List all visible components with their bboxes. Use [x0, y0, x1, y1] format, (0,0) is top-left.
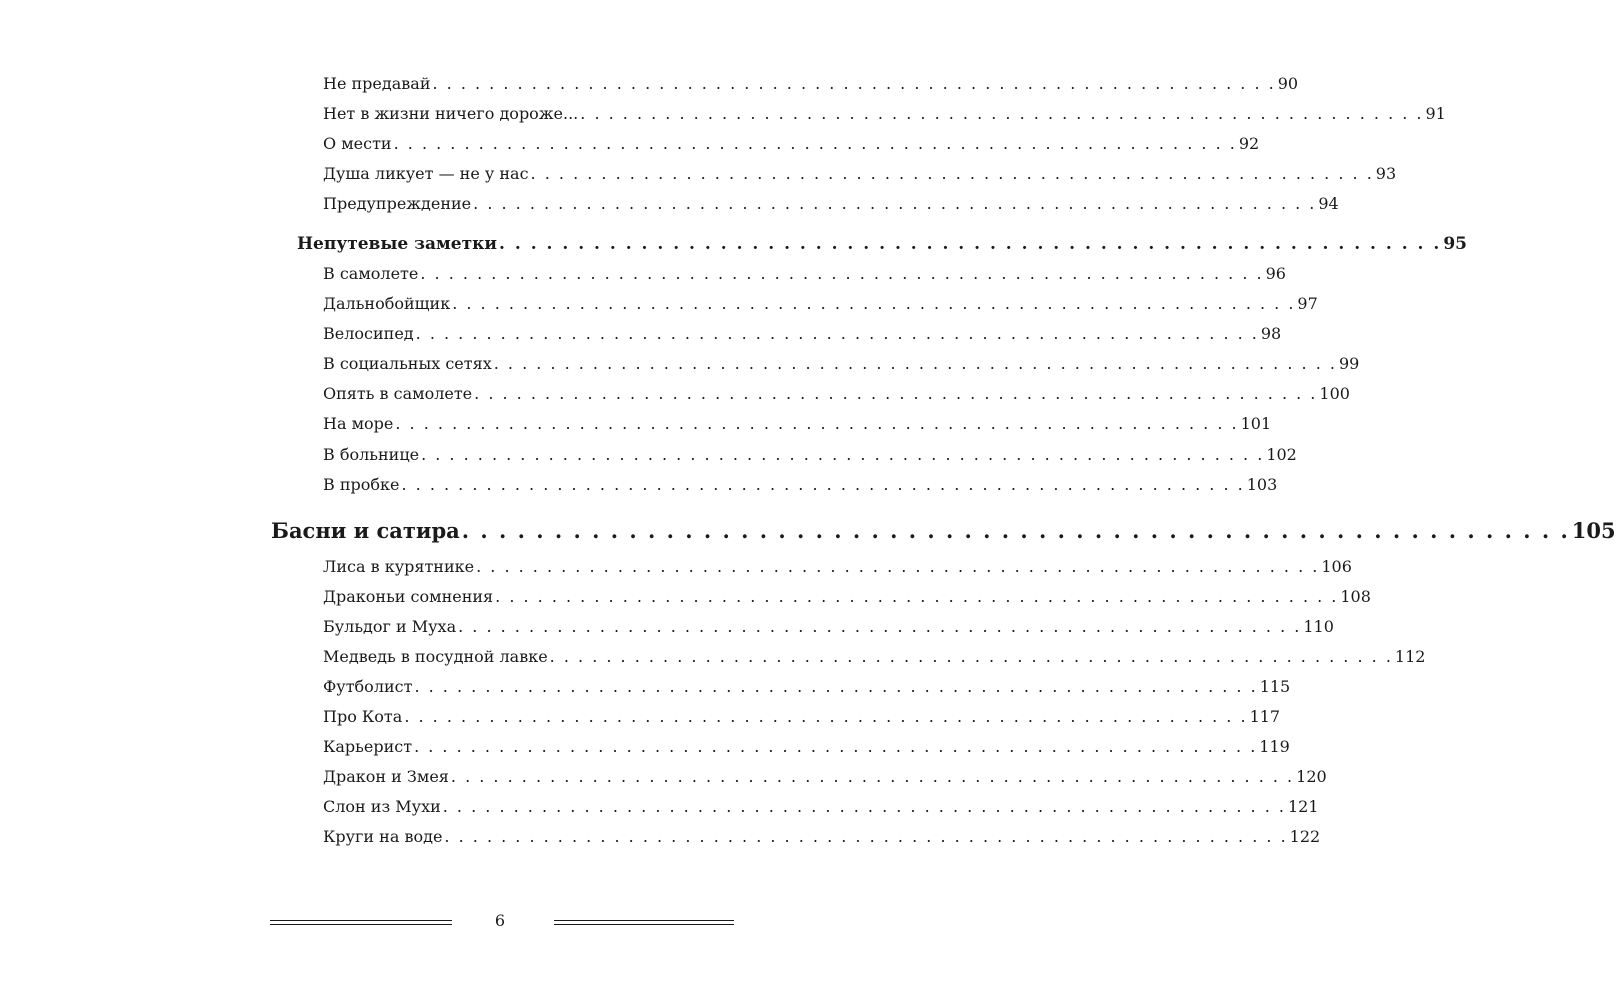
- dot-leader: . . . . . . . . . . . . . . . . . . . . . . . . . . . . . . . . . . . . . . . . . . . . . . . . . . . . . . . . . . . .: [395, 414, 1239, 433]
- toc-entry-page: 93: [1375, 164, 1397, 183]
- dot-leader: . . . . . . . . . . . . . . . . . . . . . . . . . . . . . . . . . . . . . . . . . . . . . . . . . . . . . . . . . . . .: [461, 518, 1570, 543]
- toc-entry: [323, 827, 1321, 848]
- toc-entry: [323, 707, 1281, 728]
- toc-entry: [323, 264, 1286, 285]
- toc-entry-page: 99: [1338, 354, 1360, 373]
- toc-entry: [323, 294, 1318, 315]
- toc-entry-page: 95: [1443, 234, 1467, 254]
- dot-leader: . . . . . . . . . . . . . . . . . . . . . . . . . . . . . . . . . . . . . . . . . . . . . . . . . . . . . . . . . . . .: [444, 827, 1288, 846]
- toc-entry-title: Драконьи сомнения: [323, 587, 494, 606]
- toc-entry-title: В самолете: [323, 264, 419, 283]
- dot-leader: . . . . . . . . . . . . . . . . . . . . . . . . . . . . . . . . . . . . . . . . . . . . . . . . . . . . . . . . . . . .: [450, 767, 1295, 786]
- toc-entry-page: 92: [1238, 134, 1260, 153]
- toc-entry-title: Футболист: [323, 677, 413, 696]
- toc-entry: [323, 384, 1350, 405]
- toc-entry-page: 119: [1259, 737, 1290, 756]
- toc-entry: [323, 737, 1290, 758]
- toc-entry-title: Медведь в посудной лавке: [323, 647, 548, 666]
- toc-entry: [323, 445, 1297, 466]
- toc-entry-title: Лиса в курятнике: [323, 557, 475, 576]
- toc-entry-title: Круги на воде: [323, 827, 443, 846]
- toc-entry-page: 91: [1425, 104, 1446, 123]
- dot-leader: . . . . . . . . . . . . . . . . . . . . . . . . . . . . . . . . . . . . . . . . . . . . . . . . . . . . . . . . . . . .: [404, 707, 1248, 726]
- toc-entry-title: В пробке: [323, 475, 400, 494]
- toc-entry: [323, 557, 1352, 578]
- toc-entry-title: Про Кота: [323, 707, 403, 726]
- dot-leader: . . . . . . . . . . . . . . . . . . . . . . . . . . . . . . . . . . . . . . . . . . . . . . . . . . . . . . . . . . . .: [530, 164, 1374, 183]
- toc-section-heading: [297, 234, 1467, 256]
- dot-leader: . . . . . . . . . . . . . . . . . . . . . . . . . . . . . . . . . . . . . . . . . . . . . . . . . . . . . . . . . . . .: [442, 797, 1286, 816]
- toc-entry: [323, 164, 1397, 185]
- toc-entry-page: 98: [1260, 324, 1282, 343]
- toc-entry-page: 101: [1240, 414, 1272, 433]
- dot-leader: . . . . . . . . . . . . . . . . . . . . . . . . . . . . . . . . . . . . . . . . . . . . . . . . . . . . . . . . . . . .: [495, 587, 1339, 606]
- page-number: 6: [494, 911, 506, 930]
- toc-entry: [323, 354, 1360, 375]
- toc-entry-page: 121: [1287, 797, 1319, 816]
- toc-entry-page: 102: [1266, 445, 1297, 464]
- toc-entry-page: 96: [1265, 264, 1286, 283]
- dot-leader: . . . . . . . . . . . . . . . . . . . . . . . . . . . . . . . . . . . . . . . . . . . . . . . . . . . . . . . . . . . .: [421, 445, 1265, 464]
- toc-section-heading: [271, 518, 1616, 545]
- dot-leader: . . . . . . . . . . . . . . . . . . . . . . . . . . . . . . . . . . . . . . . . . . . . . . . . . . . . . . . . . . . .: [432, 74, 1276, 93]
- toc-entry: [323, 647, 1426, 668]
- toc-entry-title: В больнице: [323, 445, 420, 464]
- toc-entry: [323, 617, 1334, 638]
- toc-entry: [323, 677, 1291, 698]
- toc-entry-page: 122: [1289, 827, 1321, 846]
- dot-leader: . . . . . . . . . . . . . . . . . . . . . . . . . . . . . . . . . . . . . . . . . . . . . . . . . . . . . . . . . . . .: [493, 354, 1337, 373]
- toc-entry-title: Предупреждение: [323, 194, 472, 213]
- footer-rule-right: [554, 920, 734, 925]
- toc-entry: [323, 324, 1282, 345]
- dot-leader: . . . . . . . . . . . . . . . . . . . . . . . . . . . . . . . . . . . . . . . . . . . . . . . . . . . . . . . . . . . .: [452, 294, 1296, 313]
- toc-entry: [323, 104, 1446, 125]
- dot-leader: . . . . . . . . . . . . . . . . . . . . . . . . . . . . . . . . . . . . . . . . . . . . . . . . . . . . . . . . . . . .: [393, 134, 1237, 153]
- toc-entry: [323, 767, 1327, 788]
- dot-leader: . . . . . . . . . . . . . . . . . . . . . . . . . . . . . . . . . . . . . . . . . . . . . . . . . . . . . . . . . . . .: [414, 677, 1258, 696]
- dot-leader: . . . . . . . . . . . . . . . . . . . . . . . . . . . . . . . . . . . . . . . . . . . . . . . . . . . . . . . . . . . .: [458, 617, 1302, 636]
- dot-leader: . . . . . . . . . . . . . . . . . . . . . . . . . . . . . . . . . . . . . . . . . . . . . . . . . . . . . . . . . . . .: [420, 264, 1264, 283]
- toc-entry-title: О мести: [323, 134, 392, 153]
- toc-entry-page: 94: [1318, 194, 1339, 213]
- toc-entry: [323, 475, 1278, 496]
- dot-leader: . . . . . . . . . . . . . . . . . . . . . . . . . . . . . . . . . . . . . . . . . . . . . . . . . . . . . . . . . . . .: [473, 194, 1317, 213]
- dot-leader: . . . . . . . . . . . . . . . . . . . . . . . . . . . . . . . . . . . . . . . . . . . . . . . . . . . . . . . . . . . .: [474, 384, 1318, 403]
- dot-leader: . . . . . . . . . . . . . . . . . . . . . . . . . . . . . . . . . . . . . . . . . . . . . . . . . . . . . . . . . . . .: [499, 234, 1442, 254]
- toc-entry: [323, 587, 1371, 608]
- toc-entry-page: 117: [1249, 707, 1281, 726]
- footer-rule-left: [270, 920, 452, 925]
- dot-leader: . . . . . . . . . . . . . . . . . . . . . . . . . . . . . . . . . . . . . . . . . . . . . . . . . . . . . . . . . . . .: [415, 324, 1259, 343]
- toc-entry-title: Бульдог и Муха: [323, 617, 457, 636]
- toc-entry-page: 105: [1571, 518, 1616, 543]
- toc-entry-title: Непутевые заметки: [297, 234, 498, 254]
- toc-entry-page: 112: [1394, 647, 1426, 666]
- toc-entry-title: В социальных сетях: [323, 354, 492, 373]
- toc-entry-page: 106: [1321, 557, 1352, 576]
- toc-entry-title: Карьерист: [323, 737, 413, 756]
- toc-entry-page: 115: [1259, 677, 1291, 696]
- toc-entry-page: 110: [1303, 617, 1334, 636]
- toc-entry: [323, 414, 1272, 435]
- toc-entry-page: 103: [1246, 475, 1278, 494]
- toc-entry: [323, 194, 1339, 215]
- toc-entry-title: Дракон и Змея: [323, 767, 449, 786]
- toc-entry: [323, 134, 1260, 155]
- dot-leader: . . . . . . . . . . . . . . . . . . . . . . . . . . . . . . . . . . . . . . . . . . . . . . . . . . . . . . . . . . . .: [549, 647, 1393, 666]
- toc-entry: [323, 74, 1299, 95]
- dot-leader: . . . . . . . . . . . . . . . . . . . . . . . . . . . . . . . . . . . . . . . . . . . . . . . . . . . . . . . . . . . .: [580, 104, 1424, 123]
- toc-entry-title: Дальнобойщик: [323, 294, 451, 313]
- toc-entry-title: Велосипед: [323, 324, 414, 343]
- dot-leader: . . . . . . . . . . . . . . . . . . . . . . . . . . . . . . . . . . . . . . . . . . . . . . . . . . . . . . . . . . . .: [414, 737, 1258, 756]
- toc-entry-title: На море: [323, 414, 394, 433]
- toc-entry-page: 97: [1297, 294, 1318, 313]
- dot-leader: . . . . . . . . . . . . . . . . . . . . . . . . . . . . . . . . . . . . . . . . . . . . . . . . . . . . . . . . . . . .: [476, 557, 1320, 576]
- toc-entry-title: Слон из Мухи: [323, 797, 441, 816]
- toc-entry-page: 108: [1340, 587, 1371, 606]
- toc-entry-page: 90: [1277, 74, 1299, 93]
- toc-entry-page: 120: [1296, 767, 1327, 786]
- toc-entry-title: Не предавай: [323, 74, 431, 93]
- toc-entry: [323, 797, 1319, 818]
- toc-entry-title: Басни и сатира: [271, 518, 460, 543]
- toc-entry-title: Душа ликует — не у нас: [323, 164, 529, 183]
- toc-entry-title: Опять в самолете: [323, 384, 473, 403]
- toc-entry-page: 100: [1319, 384, 1350, 403]
- toc-entry-title: Нет в жизни ничего дороже...: [323, 104, 579, 123]
- dot-leader: . . . . . . . . . . . . . . . . . . . . . . . . . . . . . . . . . . . . . . . . . . . . . . . . . . . . . . . . . . . .: [401, 475, 1245, 494]
